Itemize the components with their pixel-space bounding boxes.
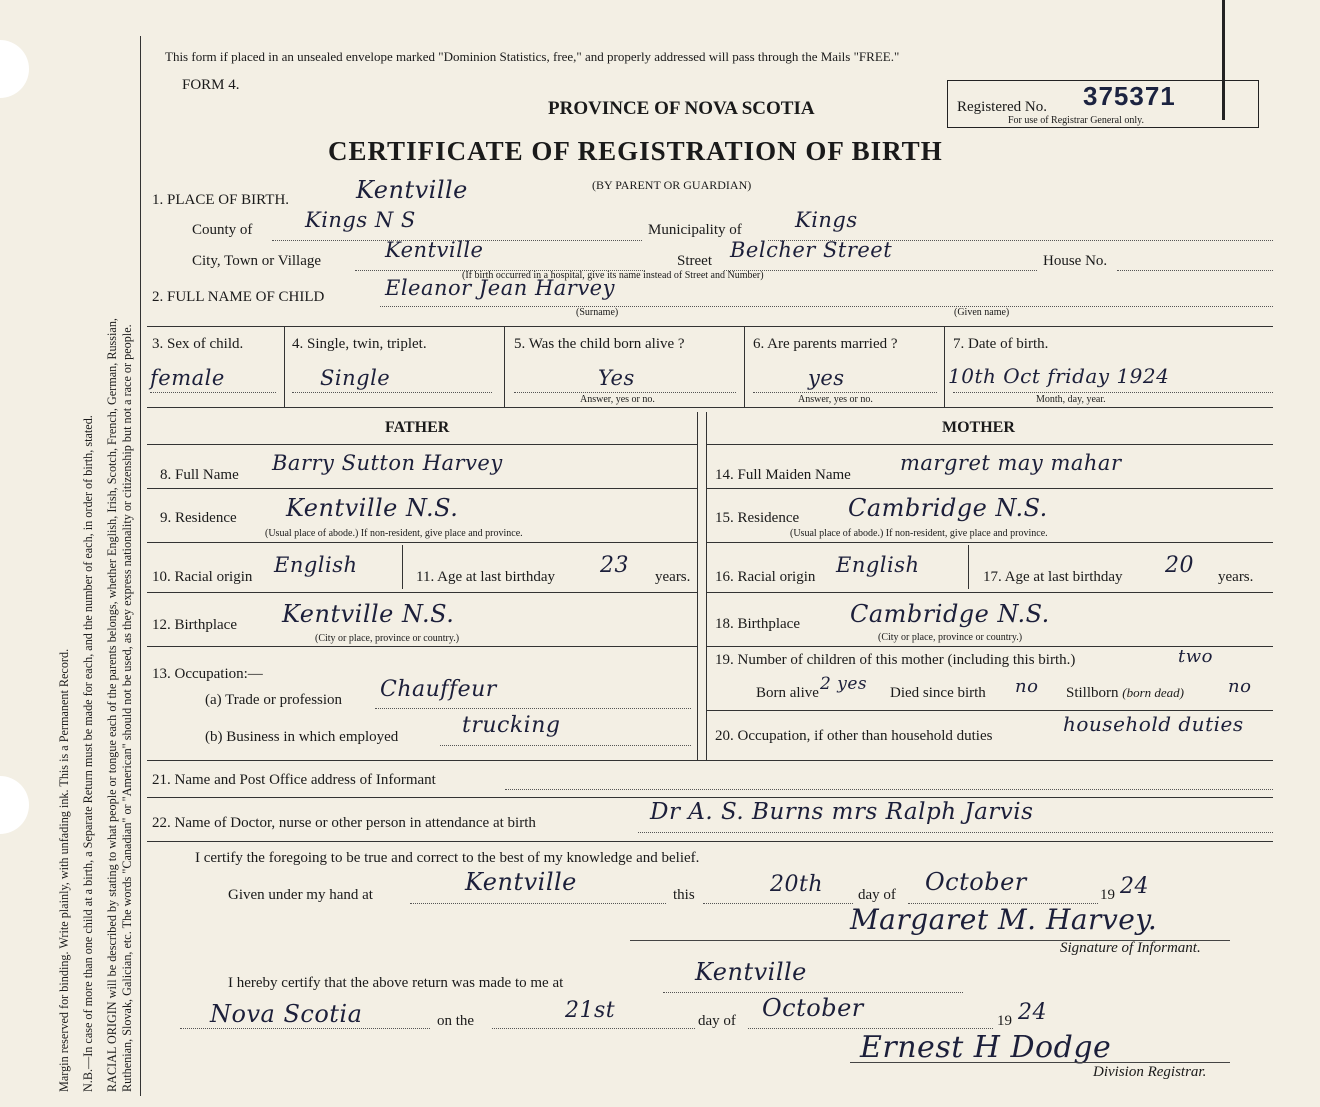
mother-racial-divider [968,545,969,589]
dob-label: 7. Date of birth. [953,336,1049,352]
mother-died-value: no [1015,676,1039,697]
father-racial-divider [402,545,403,589]
certify-text: I certify the foregoing to be true and correct to the best of my knowledge and belief. [195,850,700,866]
mother-birthplace-value: Cambridge N.S. [850,600,1050,628]
informant-line [505,789,1273,790]
mother-residence-note: (Usual place of abode.) If non-resident, give place and province. [790,528,1048,539]
division-registrar-label: Division Registrar. [1093,1064,1207,1080]
mother-name-value: margret may mahar [900,451,1122,475]
given-day-value: 20th [770,872,824,897]
on-the-label: on the [437,1013,475,1029]
punch-hole-top [0,40,29,98]
mother-born-alive-value: 2 yes [820,674,868,694]
sex-value: female [150,366,225,390]
father-row-8 [147,488,697,489]
father-row-12 [147,646,697,647]
registrar-province-line [180,1028,430,1029]
mother-born-alive-label: Born alive [756,685,819,701]
child-name-line [380,306,1273,307]
punch-hole-bottom [0,776,29,834]
dob-note: Month, day, year. [1036,394,1106,405]
margin-note-3: RACIAL ORIGIN will be described by stating to what people or tongue each of the parents belongs, whether English, Irish, Scotch, French, German, Russian, [105,318,119,1092]
parents-married-line [753,392,937,393]
binding-margin-line [140,36,141,1096]
dob-line [953,392,1273,393]
plurality-line [292,392,492,393]
given-year-value: 24 [1120,874,1149,899]
county-value: Kings N S [305,208,416,232]
row-3-div-3 [744,326,745,407]
stillborn-word: Stillborn [1066,685,1119,701]
mother-children-value: two [1178,646,1213,667]
certification-top [147,841,1273,842]
row-3-div-4 [944,326,945,407]
municipality-value: Kings [795,208,858,232]
sex-label: 3. Sex of child. [152,336,244,352]
mother-name-label: 14. Full Maiden Name [715,467,851,483]
municipality-label: Municipality of [648,222,742,238]
mother-heading: MOTHER [942,419,1015,436]
father-heading-line [147,444,697,445]
margin-note-2: N.B.—In case of more than one child at a birth, a Separate Return must be made for each, and the number of each, in order of birth, stated. [81,415,95,1092]
mother-birthplace-label: 18. Birthplace [715,616,800,632]
given-place-line [410,903,666,904]
row-3-top [147,326,1273,327]
doctor-line [638,832,1273,833]
mother-racial-label: 16. Racial origin [715,569,816,585]
informant-signature-label: Signature of Informant. [1060,940,1201,956]
registrar-day-line [492,1028,695,1029]
province-heading: PROVINCE OF NOVA SCOTIA [548,98,815,119]
given-label: Given under my hand at [228,887,373,903]
mail-notice: This form if placed in an unsealed envelope marked "Dominion Statistics, free," and properly addressed will pass through the Mails "FREE." [165,49,900,64]
father-birthplace-note: (City or place, province or country.) [315,633,460,644]
dob-value: 10th Oct friday 1924 [948,364,1170,388]
mother-row-15 [706,542,1273,543]
registrar-note: For use of Registrar General only. [1008,115,1144,126]
place-of-birth-label: 1. PLACE OF BIRTH. [152,192,290,208]
this-label: this [673,887,695,903]
father-trade-label: (a) Trade or profession [205,692,343,708]
year-prefix: 19 [1100,887,1115,903]
street-label: Street [677,253,712,269]
father-residence-note: (Usual place of abode.) If non-resident, give place and province. [265,528,523,539]
informant-label: 21. Name and Post Office address of Informant [152,772,436,788]
informant-top [147,760,1273,761]
city-value: Kentville [385,238,484,262]
surname-note: (Surname) [576,307,619,318]
form-number: FORM 4. [182,77,240,93]
father-row-10 [147,592,697,593]
father-residence-value: Kentville N.S. [286,494,459,522]
registrar-day-value: 21st [565,998,616,1023]
county-label: County of [192,222,253,238]
stillborn-note: (born dead) [1122,685,1185,700]
mother-occupation-value: household duties [1063,712,1244,736]
mother-residence-label: 15. Residence [715,510,800,526]
given-place-value: Kentville [465,868,577,896]
father-business-label: (b) Business in which employed [205,729,399,745]
parents-married-label: 6. Are parents married ? [753,336,898,352]
father-name-label: 8. Full Name [160,467,239,483]
registrar-text: I hereby certify that the above return was made to me at [228,975,564,991]
registrar-month-line [748,1028,993,1029]
registered-box [947,80,1259,128]
margin-note-1: Margin reserved for binding. Write plainly, with unfading ink. This is a Permanent Record. [57,648,71,1092]
house-line [1117,270,1273,271]
mother-heading-line [706,444,1273,445]
born-alive-line [514,392,736,393]
father-row-9 [147,542,697,543]
plurality-label: 4. Single, twin, triplet. [292,336,427,352]
mother-occupation-label: 20. Occupation, if other than household duties [715,728,993,744]
mother-row-19 [706,710,1273,711]
mother-racial-value: English [836,553,920,577]
margin-note-4: Ruthenian, Slovak, Galician, etc. The words "Canadian" or "American" should not be used, as they express nationality or citizenship but not a race or people. [120,324,134,1092]
father-name-value: Barry Sutton Harvey [272,451,503,475]
father-racial-label: 10. Racial origin [152,569,253,585]
father-residence-label: 9. Residence [160,510,237,526]
mother-children-label: 19. Number of children of this mother (including this birth.) [715,652,1076,668]
mother-years: years. [1218,569,1254,585]
informant-signature: Margaret M. Harvey. [850,903,1158,936]
parents-married-value: yes [808,366,845,390]
given-day-line [703,903,853,904]
sex-line [150,392,276,393]
registrar-place-value: Kentville [695,958,807,986]
street-value: Belcher Street [730,238,893,262]
father-business-value: trucking [462,713,561,738]
day-of-label-2: day of [698,1013,736,1029]
child-name-value: Eleanor Jean Harvey [385,276,615,300]
father-years: years. [655,569,691,585]
father-age-value: 23 [600,553,629,578]
mother-age-label: 17. Age at last birthday [983,569,1123,585]
father-age-label: 11. Age at last birthday [416,569,555,585]
mother-died-label: Died since birth [890,685,986,701]
mother-row-14 [706,488,1273,489]
city-label: City, Town or Village [192,253,322,269]
child-name-label: 2. FULL NAME OF CHILD [152,289,325,305]
mother-left-border [706,412,707,760]
father-birthplace-value: Kentville N.S. [282,600,455,628]
mother-age-value: 20 [1165,553,1194,578]
registered-number: 375371 [1083,81,1176,111]
mother-stillborn-label [1066,685,1184,702]
mother-residence-value: Cambridge N.S. [848,494,1048,522]
day-of-label: day of [858,887,896,903]
father-occupation-label: 13. Occupation:— [152,666,263,682]
doctor-value: Dr A. S. Burns mrs Ralph Jarvis [650,799,1034,825]
plurality-value: Single [320,366,391,390]
father-trade-value: Chauffeur [380,677,497,702]
born-alive-note: Answer, yes or no. [580,394,655,405]
house-number-label: House No. [1043,253,1108,269]
parents-top [147,407,1273,408]
born-alive-label: 5. Was the child born alive ? [514,336,685,352]
row-3-div-2 [504,326,505,407]
mother-birthplace-note: (City or place, province or country.) [878,632,1023,643]
doctor-label: 22. Name of Doctor, nurse or other person in attendance at birth [152,815,536,831]
given-month-value: October [925,868,1027,896]
certificate-title: CERTIFICATE OF REGISTRATION OF BIRTH [328,136,943,166]
father-birthplace-label: 12. Birthplace [152,617,237,633]
registrar-month-value: October [762,994,864,1022]
registrar-signature: Ernest H Dodge [860,1030,1112,1065]
born-alive-value: Yes [598,366,635,390]
father-racial-value: English [274,553,358,577]
doctor-top [147,797,1273,798]
hospital-note: (If birth occurred in a hospital, give its name instead of Street and Number) [462,270,764,281]
father-business-line [440,745,691,746]
parents-married-note: Answer, yes or no. [798,394,873,405]
mother-stillborn-value: no [1228,676,1252,697]
registrar-year-prefix: 19 [997,1013,1012,1029]
place-of-birth-value: Kentville [356,176,468,204]
row-3-div-1 [284,326,285,407]
registrar-year-value: 24 [1018,1000,1047,1025]
registrar-province-value: Nova Scotia [210,1000,363,1028]
father-heading: FATHER [385,419,450,436]
registrar-place-line [663,992,963,993]
given-name-note: (Given name) [954,307,1010,318]
father-right-border [697,412,698,760]
certificate-subtitle: (BY PARENT OR GUARDIAN) [592,178,752,192]
registrar-signature-line [850,1062,1230,1063]
registered-label: Registered No. [957,99,1047,115]
street-line [724,270,1037,271]
mother-row-16 [706,592,1273,593]
father-trade-line [375,708,691,709]
